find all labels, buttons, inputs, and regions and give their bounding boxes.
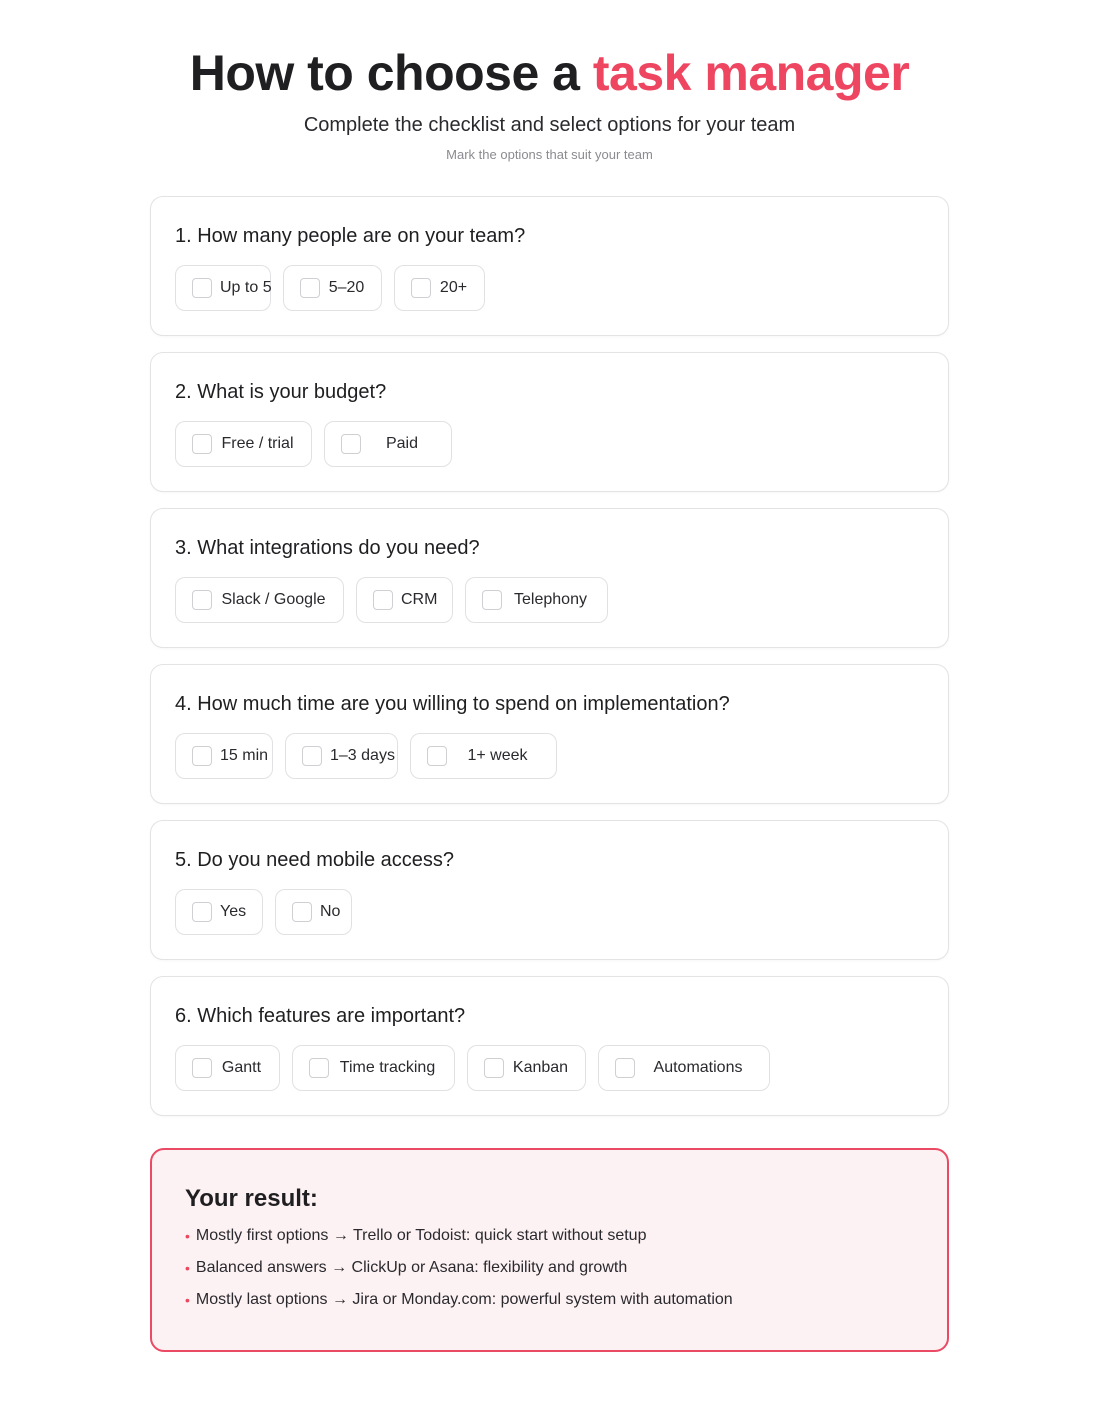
question-label: 3. What integrations do you need?: [175, 537, 480, 559]
result-title: Your result:: [185, 1185, 318, 1212]
checkbox[interactable]: [341, 434, 361, 454]
option-time-tracking[interactable]: [292, 1045, 455, 1091]
checkbox[interactable]: [192, 278, 212, 298]
question-card-2: [150, 352, 949, 492]
result-panel: [150, 1148, 949, 1352]
question-label: 4. How much time are you willing to spend on implementation?: [175, 693, 730, 715]
option-label: 5–20: [328, 279, 365, 296]
option-1-3-days[interactable]: [285, 733, 398, 779]
option-paid[interactable]: [324, 421, 452, 467]
option-group: [175, 889, 924, 935]
option-group: [175, 733, 924, 779]
option-label: Slack / Google: [221, 591, 326, 608]
option-slack-google[interactable]: [175, 577, 344, 623]
result-item: [185, 1226, 914, 1246]
option-group: [175, 1045, 924, 1091]
checkbox[interactable]: [482, 590, 502, 610]
checkbox[interactable]: [615, 1058, 635, 1078]
result-item-text: Mostly last options → Jira or Monday.com: powerful system with automation: [195, 1291, 733, 1308]
option-kanban[interactable]: [467, 1045, 586, 1091]
result-item-text: Balanced answers → ClickUp or Asana: flexibility and growth: [195, 1259, 628, 1276]
bullet-icon: •: [185, 1292, 190, 1308]
question-card-3: [150, 508, 949, 648]
option-label: Paid: [385, 435, 419, 452]
checkbox[interactable]: [292, 902, 312, 922]
checkbox[interactable]: [484, 1058, 504, 1078]
option-label: Yes: [220, 903, 247, 920]
title-main: How to choose a: [189, 45, 580, 101]
option-15-min[interactable]: [175, 733, 273, 779]
checkbox[interactable]: [192, 902, 212, 922]
option-label: 1–3 days: [330, 747, 395, 764]
option-yes[interactable]: [175, 889, 263, 935]
checkbox[interactable]: [300, 278, 320, 298]
option-label: No: [320, 903, 341, 920]
option-label: Telephony: [514, 591, 587, 608]
option-group: [175, 577, 924, 623]
checklist: [150, 196, 949, 1132]
checkbox[interactable]: [192, 434, 212, 454]
option-label: 1+ week: [467, 747, 528, 764]
page-title: [0, 42, 1099, 104]
result-item: [185, 1258, 914, 1278]
option-label: Automations: [653, 1059, 743, 1076]
option-up-to-5[interactable]: [175, 265, 271, 311]
option-free-trial[interactable]: [175, 421, 312, 467]
question-label: 1. How many people are on your team?: [175, 225, 526, 247]
checkbox[interactable]: [192, 746, 212, 766]
bullet-icon: •: [185, 1260, 190, 1276]
option-label: CRM: [401, 591, 438, 608]
option-label: Free / trial: [221, 435, 294, 452]
option-label: Up to 5: [220, 279, 272, 296]
result-item: [185, 1290, 914, 1310]
question-card-1: [150, 196, 949, 336]
checkbox[interactable]: [302, 746, 322, 766]
question-label: 2. What is your budget?: [175, 381, 387, 403]
question-label: 6. Which features are important?: [175, 1005, 466, 1027]
option-telephony[interactable]: [465, 577, 608, 623]
option-no[interactable]: [275, 889, 352, 935]
result-item-text: Mostly first options → Trello or Todoist: quick start without setup: [195, 1227, 647, 1244]
option-automations[interactable]: [598, 1045, 770, 1091]
result-list: [185, 1226, 914, 1310]
question-card-5: [150, 820, 949, 960]
option-group: [175, 265, 924, 311]
option-group: [175, 421, 924, 467]
checkbox[interactable]: [427, 746, 447, 766]
option-label: Kanban: [512, 1059, 569, 1076]
option-label: 15 min: [220, 747, 269, 764]
option-label: Gantt: [221, 1059, 262, 1076]
checkbox[interactable]: [411, 278, 431, 298]
question-card-6: [150, 976, 949, 1116]
option-gantt[interactable]: [175, 1045, 280, 1091]
bullet-icon: •: [185, 1228, 190, 1244]
question-label: 5. Do you need mobile access?: [175, 849, 455, 871]
checkbox[interactable]: [192, 1058, 212, 1078]
option-1-plus-week[interactable]: [410, 733, 557, 779]
option-5-20[interactable]: [283, 265, 382, 311]
page-subtitle: Complete the checklist and select options for your team: [303, 114, 796, 136]
option-20-plus[interactable]: [394, 265, 485, 311]
checkbox[interactable]: [192, 590, 212, 610]
checkbox[interactable]: [309, 1058, 329, 1078]
page-header: [0, 42, 1099, 164]
question-card-4: [150, 664, 949, 804]
option-crm[interactable]: [356, 577, 453, 623]
option-label: Time tracking: [339, 1059, 436, 1076]
page-hint: Mark the options that suit your team: [446, 147, 653, 162]
title-accent: task manager: [592, 45, 910, 101]
option-label: 20+: [439, 279, 468, 296]
checkbox[interactable]: [373, 590, 393, 610]
